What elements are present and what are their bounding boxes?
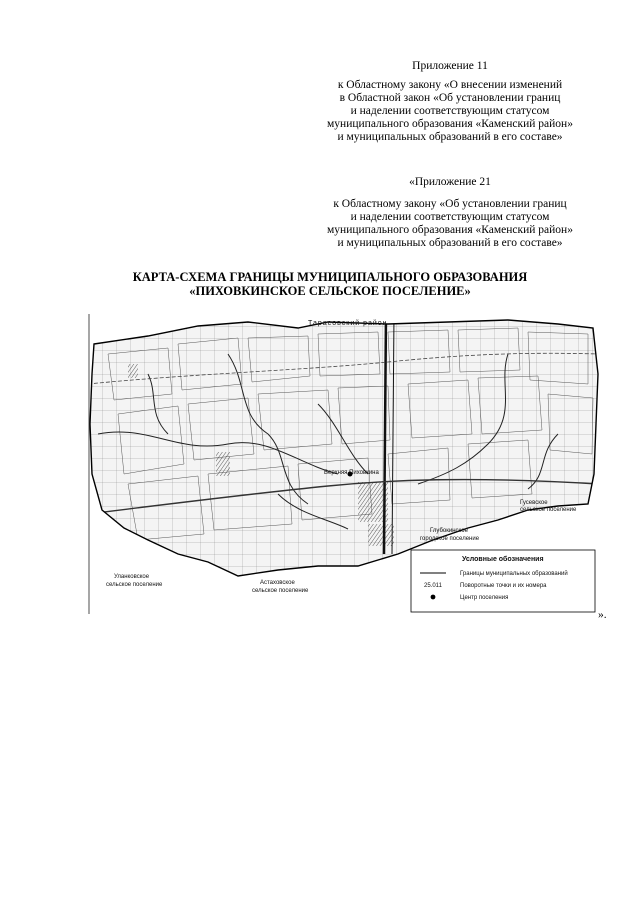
appendix-11-heading: Приложение 11 [412, 60, 488, 72]
legend-center-label: Центр поселения [460, 595, 509, 601]
appendix-11-line-5: и муниципальных образований в его составе» [337, 131, 563, 143]
appendix-21-line-2: и наделении соответствующим статусом [350, 211, 550, 223]
boundary-map-svg [88, 314, 600, 618]
boundary-map [88, 314, 600, 618]
closing-quote: ». [598, 609, 607, 621]
map-title-line-1: КАРТА-СХЕМА ГРАНИЦЫ МУНИЦИПАЛЬНОГО ОБРАЗОВАНИЯ [132, 270, 528, 284]
map-legend [411, 550, 595, 612]
appendix-11-line-2: в Областной закон «Об установлении границ [339, 92, 561, 104]
legend-boundary-label: Границы муниципальных образований [460, 571, 568, 577]
label-astakhovskoe-1: Астаховское [260, 580, 295, 586]
label-ulankovskoe-1: Уланковское [114, 574, 150, 580]
legend-point-sample: 25.011 [424, 583, 442, 589]
appendix-21-line-4: и муниципальных образований в его составе» [337, 237, 563, 249]
label-top-district: Тарасовский район [308, 320, 388, 327]
appendix-21-block [300, 176, 600, 250]
legend-turning-points-label: Поворотные точки и их номера [460, 583, 547, 589]
legend-center-swatch [431, 595, 436, 600]
label-astakhovskoe-2: сельское поселение [252, 588, 309, 594]
appendix-11-line-3: и наделении соответствующим статусом [350, 105, 550, 117]
appendix-21-heading: «Приложение 21 [409, 176, 491, 188]
label-gusevskoe-1: Гусевское [520, 500, 548, 506]
appendix-11-line-4: муниципального образования «Каменский район» [327, 118, 573, 130]
map-title-line-2: «ПИХОВКИНСКОЕ СЕЛЬСКОЕ ПОСЕЛЕНИЕ» [189, 284, 471, 298]
appendix-21-line-3: муниципального образования «Каменский район» [327, 224, 573, 236]
label-ulankovskoe-2: сельское поселение [106, 582, 163, 588]
legend-title: Условные обозначения [462, 556, 544, 563]
appendix-21-line-1: к Областному закону «Об установлении границ [333, 198, 567, 210]
map-title [60, 270, 600, 298]
label-settlement-center: Верхняя Пиховкина [324, 470, 379, 476]
appendix-11-line-1: к Областному закону «О внесении изменений [337, 79, 563, 91]
label-gusevskoe-2: сельское поселение [520, 507, 577, 513]
appendix-11-block [300, 60, 600, 144]
label-glubokinskoe-2: городское поселение [420, 536, 480, 542]
label-glubokinskoe-1: Глубокинское [430, 528, 468, 534]
